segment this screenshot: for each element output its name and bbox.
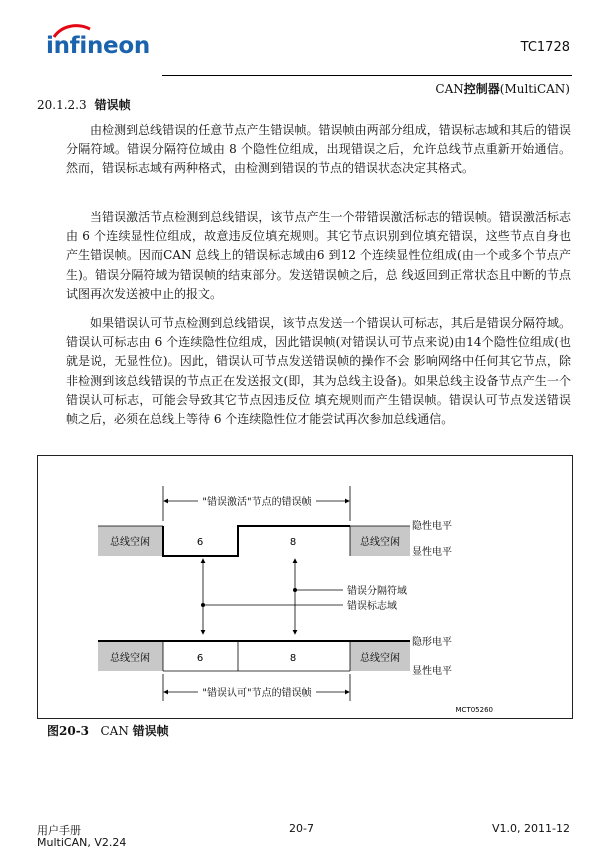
top-num-8: 8 bbox=[289, 537, 297, 548]
bottom-bus-idle-right-label: 总线空闲 bbox=[360, 653, 400, 664]
paragraph-2: 当错误激活节点检测到总线错误，该节点产生一个带错误激活标志的错误帧。错误激活标志由 6 个连续显性位组成，故意违反位填充规则。其它节点识别到位填充错误，这些节点自身也产生错误帧。因而CAN 总线上的错误标志域由6 到12 个连续显性位组成(由一个或多个节点产生)。错误分隔符域为错误帧的结束部分。发送错误帧之后，总 线返回到正常状态且中断的节点试图再次发送被中止的报文。 bbox=[66, 210, 571, 301]
top-waveform bbox=[163, 526, 350, 556]
footer-release: V1.0, 2011-12 bbox=[492, 822, 570, 835]
header-rule bbox=[162, 75, 572, 76]
bottom-dominant-label: 显性电平 bbox=[412, 666, 452, 677]
bottom-bus-idle-left-label: 总线空闲 bbox=[110, 653, 150, 664]
footer-page-number: 20-7 bbox=[289, 822, 314, 835]
chapter-title: CAN控制器(MultiCAN) bbox=[435, 82, 570, 96]
document-id: TC1728 bbox=[520, 40, 570, 55]
infineon-logo: infineon bbox=[46, 33, 150, 59]
top-frame-label: "错误激活"节点的错误帧 bbox=[202, 497, 312, 508]
delimiter-field-label: 错误分隔符域 bbox=[347, 586, 407, 597]
error-frame-figure bbox=[37, 455, 573, 719]
footer-manual: 用户手册 bbox=[37, 824, 81, 837]
bottom-recessive-label: 隐形电平 bbox=[412, 637, 452, 648]
timing-diagram bbox=[38, 456, 572, 718]
top-bus-idle-right-label: 总线空闲 bbox=[360, 537, 400, 548]
section-number: 20.1.2.3 bbox=[37, 98, 87, 112]
top-bus-idle-left-label: 总线空闲 bbox=[110, 537, 150, 548]
paragraph-1: 由检测到总线错误的任意节点产生错误帧。错误帧由两部分组成，错误标志域和其后的错误分隔符域。错误分隔符位域由 8 个隐性位组成，出现错误之后，允许总线节点重新开始通信。然而，错误标志域有两种格式，由检测到错误的节点的错误状态决定其格式。 bbox=[66, 123, 571, 176]
paragraph-3: 如果错误认可节点检测到总线错误，该节点发送一个错误认可标志，其后是错误分隔符域。错误认可标志由 6 个连续隐性位组成，因此错误帧(对错误认可节点来说)由14个隐性位组成(也就是说，无显性位)。因此，错误认可节点发送错误帧的操作不会 影响网络中任何其它节点，除非检测到该总线错误的节点正在发送报文(即，其为总线主设备)。如果总线主设备节点产生一个错误认可标志，可能会导致其它节点因违反位 填充规则而产生错误帧。错误认可节点发送错误帧之后，必须在总线上等待 6 个连续隐性位才能尝试再次参加总线通信。 bbox=[66, 316, 571, 427]
bottom-frame-label: "错误认可"节点的错误帧 bbox=[202, 688, 312, 699]
section-title: 错误帧 bbox=[94, 98, 131, 112]
figure-caption: 图20-3 CAN 错误帧 bbox=[47, 724, 169, 738]
figure-code: MCT05260 bbox=[455, 706, 493, 714]
bottom-num-6: 6 bbox=[196, 653, 204, 664]
flag-field-label: 错误标志域 bbox=[347, 601, 397, 612]
top-num-6: 6 bbox=[196, 537, 204, 548]
top-dominant-label: 显性电平 bbox=[412, 547, 452, 558]
top-recessive-label: 隐性电平 bbox=[412, 521, 452, 532]
section-heading bbox=[37, 96, 131, 113]
bottom-num-8: 8 bbox=[289, 653, 297, 664]
footer-doc-version: MultiCAN, V2.24 bbox=[37, 836, 127, 849]
